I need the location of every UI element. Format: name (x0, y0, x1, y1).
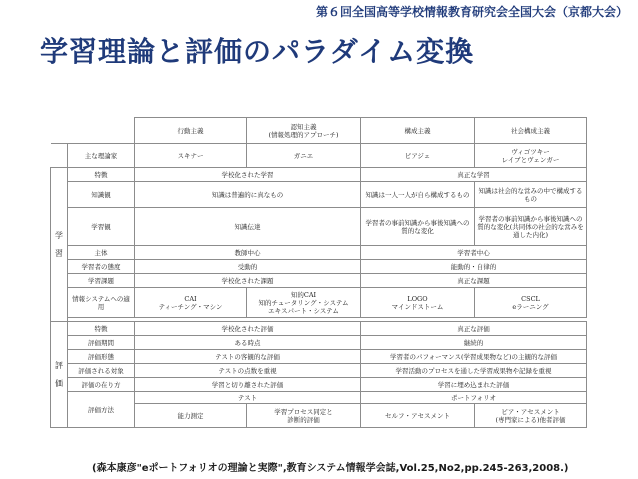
methods-constructivism: セルフ・アセスメント (361, 404, 475, 428)
tasks-left: 学校化された課題 (135, 274, 361, 288)
knowledge-view-left: 知識は普遍的に真なもの (135, 182, 361, 208)
systems-behaviorism: CAI ティーチング・マシン (135, 288, 247, 318)
learning-features-right: 真正な学習 (361, 168, 587, 182)
learning-view-constructivism: 学習者の事前知識から事後知識への質的な変化 (361, 208, 475, 246)
row-label-learning-features: 特徴 (68, 168, 135, 182)
row-label-target: 評価される対象 (68, 364, 135, 378)
row-label-theorists: 主な理論家 (68, 144, 135, 168)
corner-cell (51, 118, 135, 144)
citation: (森本康彦"eポートフォリオの理論と実際",教育システム情報学会誌,Vol.25,No2,pp.245-263,2008.) (92, 463, 569, 474)
learning-features-left: 学校化された学習 (135, 168, 361, 182)
systems-cognitivism: 知的CAI 知的チュータリング・システム エキスパート・システム (247, 288, 361, 318)
col-cognitivism (247, 118, 361, 144)
row-label-eval-features: 特徴 (68, 322, 135, 336)
knowledge-view-constructivism: 知識は一人一人が自ら構成するもの (361, 182, 475, 208)
row-label-period: 評価期間 (68, 336, 135, 350)
methods-social: ピア・アセスメント (専門家による)他者評価 (475, 404, 587, 428)
learning-view-left: 知識伝達 (135, 208, 361, 246)
learning-group-label: 学 習 (51, 168, 68, 322)
gap-cell (51, 144, 68, 168)
attitude-left: 受動的 (135, 260, 361, 274)
form-right: 学習者のパフォーマンス(学習成果物など)の主観的な評価 (361, 350, 587, 364)
methods-behaviorism: 能力測定 (135, 404, 247, 428)
theorist-social: ヴィゴツキー レイブとヴェンガー (475, 144, 587, 168)
form-left: テストの客観的な評価 (135, 350, 361, 364)
approach-left: 学習と切り離された評価 (135, 378, 361, 392)
row-label-methods: 評価方法 (68, 392, 135, 428)
slide-title: 学習理論と評価のパラダイム変換 (40, 35, 475, 68)
theorist-behaviorism: スキナー (135, 144, 247, 168)
col-cognitivism-sub: (情報処理的アプローチ) (268, 130, 339, 139)
learning-view-social: 学習者の事前知識から事後知識への質的な変化(共同体の社会的な営みを通した内化) (475, 208, 587, 246)
methods-cognitivism: 学習プロセス同定と 診断的評価 (247, 404, 361, 428)
period-right: 継続的 (361, 336, 587, 350)
target-right: 学習活動のプロセスを通した学習成果物や記録を重視 (361, 364, 587, 378)
methods-portfolio: ポートフォリオ (361, 392, 587, 404)
eval-features-right: 真正な評価 (361, 322, 587, 336)
target-left: テストの点数を重視 (135, 364, 361, 378)
theorist-cognitivism: ガニエ (247, 144, 361, 168)
row-label-learning-view: 学習観 (68, 208, 135, 246)
row-label-systems: 情報システムへの適用 (68, 288, 135, 318)
agent-left: 教師中心 (135, 246, 361, 260)
systems-constructivism: LOGO マインドストーム (361, 288, 475, 318)
systems-social: CSCL eラーニング (475, 288, 587, 318)
agent-right: 学習者中心 (361, 246, 587, 260)
eval-features-left: 学校化された評価 (135, 322, 361, 336)
evaluation-group-label: 評 価 (51, 322, 68, 428)
theorist-constructivism: ピアジェ (361, 144, 475, 168)
col-behaviorism: 行動主義 (135, 118, 247, 144)
period-left: ある時点 (135, 336, 361, 350)
row-label-attitude: 学習者の態度 (68, 260, 135, 274)
col-constructivism: 構成主義 (361, 118, 475, 144)
paradigm-table (50, 117, 587, 428)
row-label-tasks: 学習課題 (68, 274, 135, 288)
row-label-approach: 評価の在り方 (68, 378, 135, 392)
row-label-knowledge-view: 知識観 (68, 182, 135, 208)
col-cognitivism-main: 認知主義 (290, 122, 317, 131)
attitude-right: 能動的・自律的 (361, 260, 587, 274)
approach-right: 学習に埋め込まれた評価 (361, 378, 587, 392)
knowledge-view-social: 知識は社会的な営みの中で構成するもの (475, 182, 587, 208)
methods-test: テスト (135, 392, 361, 404)
row-label-agent: 主体 (68, 246, 135, 260)
col-social-constructivism: 社会構成主義 (475, 118, 587, 144)
conference-name: 第６回全国高等学校情報教育研究会全国大会（京都大会） (315, 5, 628, 19)
row-label-form: 評価形態 (68, 350, 135, 364)
tasks-right: 真正な課題 (361, 274, 587, 288)
